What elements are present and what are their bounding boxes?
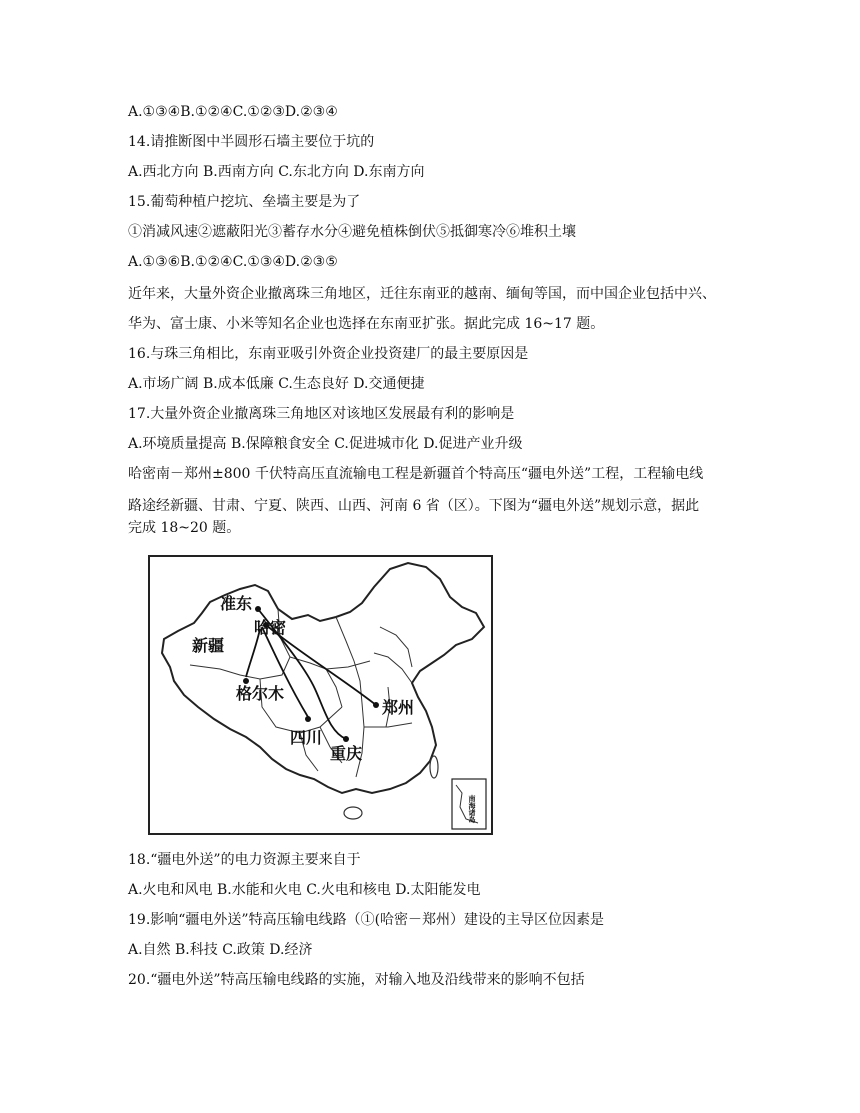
- hainan-island: [344, 807, 362, 819]
- q17-stem: 17.大量外资企业撤离珠三角地区对该地区发展最有利的影响是: [128, 406, 515, 422]
- q18-options: A.火电和风电 B.水能和火电 C.火电和核电 D.太阳能发电: [128, 882, 481, 898]
- passage-16-17-line-1: 近年来，大量外资企业撤离珠三角地区，迁往东南亚的越南、缅甸等国，而中国企业包括中兴、: [128, 286, 716, 302]
- label-chongqing: 重庆: [330, 744, 363, 763]
- q15-choices: ①消减风速②遮蔽阳光③蓄存水分④避免植株倒伏⑤抵御寒冷⑥堆积土壤: [128, 224, 576, 240]
- q14-stem: 14.请推断图中半圆形石墙主要位于坑的: [128, 134, 375, 150]
- label-geermu: 格尔木: [236, 684, 285, 703]
- chongqing-marker: [343, 736, 349, 742]
- q19-options: A.自然 B.科技 C.政策 D.经济: [128, 942, 313, 958]
- china-map-svg: [150, 557, 491, 833]
- q16-options: A.市场广阔 B.成本低廉 C.生态良好 D.交通便捷: [128, 376, 425, 392]
- passage-16-17-line-2: 华为、富士康、小米等知名企业也选择在东南亚扩张。据此完成 16~17 题。: [128, 316, 605, 332]
- china-outline: [162, 563, 484, 793]
- power-transmission-map: [148, 555, 493, 835]
- q19-stem: 19.影响“疆电外送”特高压输电线路（①(哈密－郑州）建设的主导区位因素是: [128, 912, 605, 928]
- q14-options: A.西北方向 B.西南方向 C.东北方向 D.东南方向: [128, 164, 425, 180]
- province-boundaries: [190, 609, 415, 777]
- sichuan-marker: [305, 716, 311, 722]
- label-nanhai: 南海诸岛: [468, 795, 476, 823]
- label-hami: 哈密: [254, 618, 287, 637]
- q17-options: A.环境质量提高 B.保障粮食安全 C.促进城市化 D.促进产业升级: [128, 436, 523, 452]
- zhundong-marker: [255, 606, 261, 612]
- label-sichuan: 四川: [290, 728, 323, 747]
- q20-stem: 20.“疆电外送”特高压输电线路的实施，对输入地及沿线带来的影响不包括: [128, 972, 585, 988]
- passage-18-20-line-1: 哈密南－郑州±800 千伏特高压直流输电工程是新疆首个特高压“疆电外送”工程，工程输电线: [128, 466, 704, 482]
- south-china-sea-inset: [452, 779, 486, 829]
- q16-stem: 16.与珠三角相比，东南亚吸引外资企业投资建厂的最主要原因是: [128, 346, 529, 362]
- passage-18-20-line-3: 完成 18~20 题。: [128, 520, 241, 536]
- passage-18-20-line-2: 路途经新疆、甘肃、宁夏、陕西、山西、河南 6 省（区）。下图为“疆电外送”规划示意，据此: [128, 498, 700, 514]
- q13-options: A.①③④B.①②④C.①②③D.②③④: [128, 104, 338, 120]
- q15-options: A.①③⑥B.①②④C.①③④D.②③⑤: [128, 254, 338, 270]
- label-zhengzhou: 郑州: [382, 698, 415, 717]
- taiwan-island: [430, 756, 438, 778]
- label-xinjiang: 新疆: [192, 636, 225, 655]
- q15-stem: 15.葡萄种植户挖坑、垒墙主要是为了: [128, 194, 361, 210]
- q18-stem: 18.“疆电外送”的电力资源主要来自于: [128, 852, 361, 868]
- label-zhundong: 准东: [220, 594, 253, 613]
- zhengzhou-marker: [373, 702, 379, 708]
